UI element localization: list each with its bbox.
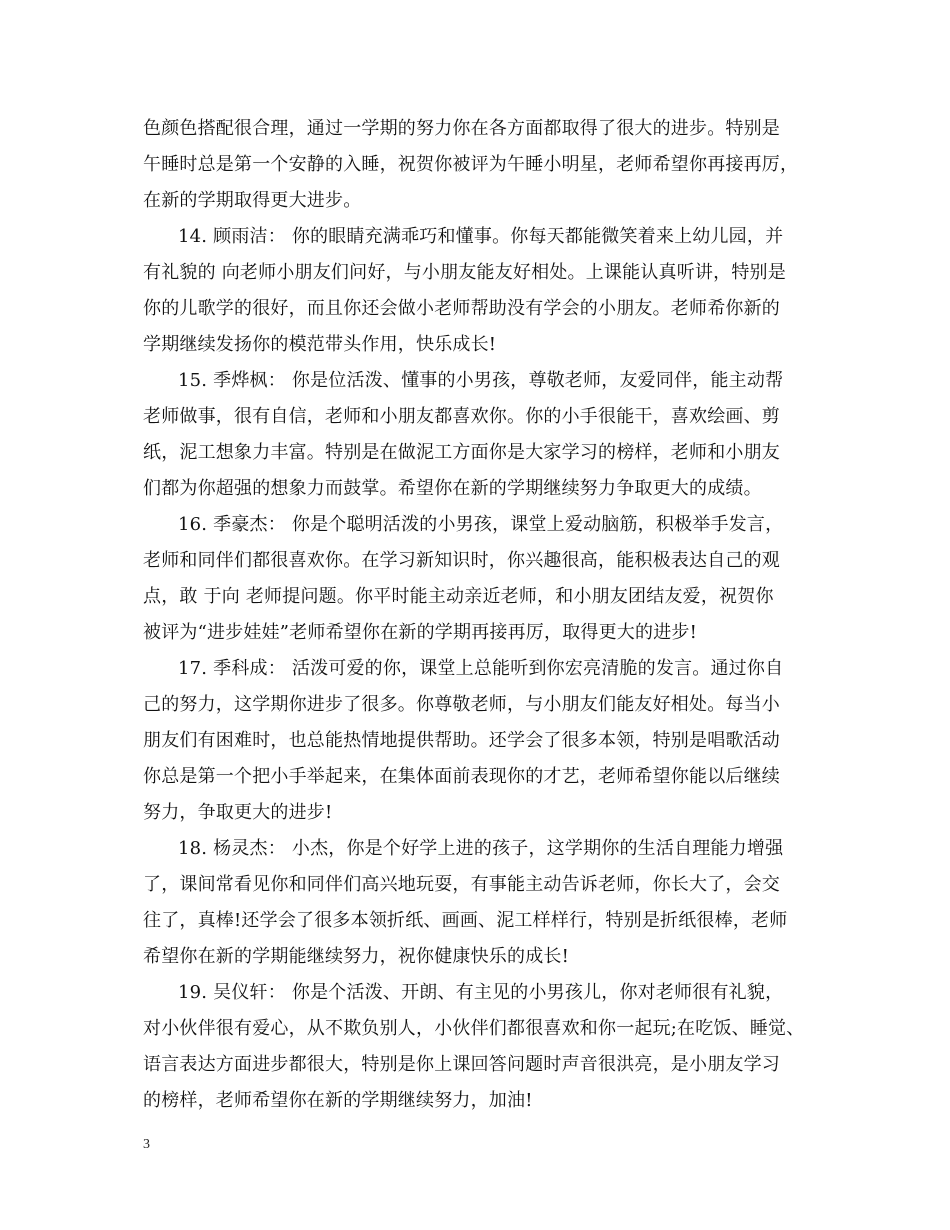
text-line: 色颜色搭配很合理，通过一学期的努力你在各方面都取得了很大的进步。特别是 [143, 118, 780, 139]
text-line: 你的儿歌学的很好，而且你还会做小老师帮助没有学会的小朋友。老师希你新的 [143, 298, 780, 319]
text-line: 对小伙伴很有爱心，从不欺负别人，小伙伴们都很喜欢和你一起玩;在吃饭、睡觉、 [143, 1018, 805, 1039]
text-line: 努力，争取更大的进步! [143, 802, 333, 823]
text-line: 有礼貌的 向老师小朋友们问好，与小朋友能友好相处。上课能认真听讲，特别是 [143, 262, 786, 283]
comment-heading-15: 15. 季烨枫： 你是位活泼、懂事的小男孩，尊敬老师，友爱同伴，能主动帮 [178, 370, 784, 391]
comment-heading-14: 14. 顾雨洁： 你的眼睛充满乖巧和懂事。你每天都能微笑着来上幼儿园，并 [178, 226, 784, 247]
text-line: 纸，泥工想象力丰富。特别是在做泥工方面你是大家学习的榜样，老师和小朋友 [143, 442, 780, 463]
comment-heading-18: 18. 杨灵杰： 小杰，你是个好学上进的孩子，这学期你的生活自理能力增强 [178, 838, 784, 859]
text-line: 老师和同伴们都很喜欢你。在学习新知识时，你兴趣很高，能积极表达自己的观 [143, 550, 780, 571]
text-line: 语言表达方面进步都很大，特别是你上课回答问题时声音很洪亮，是小朋友学习 [143, 1054, 780, 1075]
comment-heading-16: 16. 季豪杰： 你是个聪明活泼的小男孩，课堂上爱动脑筋，积极举手发言， [178, 514, 784, 535]
text-line: 在新的学期取得更大进步。 [143, 190, 362, 211]
text-line: 老师做事，很有自信，老师和小朋友都喜欢你。你的小手很能干，喜欢绘画、剪 [143, 406, 780, 427]
text-line: 朋友们有困难时，也总能热情地提供帮助。还学会了很多本领，特别是唱歌活动 [143, 730, 780, 751]
text-line: 点，敢 于向 老师提问题。你平时能主动亲近老师，和小朋友团结友爱，祝贺你 [143, 586, 774, 607]
text-line: 往了，真棒!还学会了很多本领折纸、画画、泥工样样行，特别是折纸很棒，老师 [143, 910, 788, 931]
page-number: 3 [143, 1137, 150, 1152]
comment-heading-19: 19. 吴仪轩： 你是个活泼、开朗、有主见的小男孩儿，你对老师很有礼貌， [178, 982, 784, 1003]
text-line: 午睡时总是第一个安静的入睡，祝贺你被评为午睡小明星，老师希望你再接再厉， [143, 154, 799, 175]
text-line: 己的努力，这学期你进步了很多。你尊敬老师，与小朋友们能友好相处。每当小 [143, 694, 780, 715]
text-line: 们都为你超强的想象力而鼓掌。希望你在新的学期继续努力争取更大的成绩。 [143, 478, 762, 499]
text-line: 你总是第一个把小手举起来，在集体面前表现你的才艺，老师希望你能以后继续 [143, 766, 780, 787]
comment-heading-17: 17. 季科成： 活泼可爱的你，课堂上总能听到你宏亮清脆的发言。通过你自 [178, 658, 784, 679]
text-line: 学期继续发扬你的模范带头作用，快乐成长! [143, 334, 497, 355]
text-line: 希望你在新的学期能继续努力，祝你健康快乐的成长! [143, 946, 570, 967]
text-line: 被评为“进步娃娃”老师希望你在新的学期再接再厉，取得更大的进步! [143, 622, 698, 643]
text-line: 的榜样，老师希望你在新的学期继续努力，加油! [143, 1090, 533, 1111]
text-line: 了，课间常看见你和同伴们高兴地玩耍，有事能主动告诉老师，你长大了，会交 [143, 874, 780, 895]
